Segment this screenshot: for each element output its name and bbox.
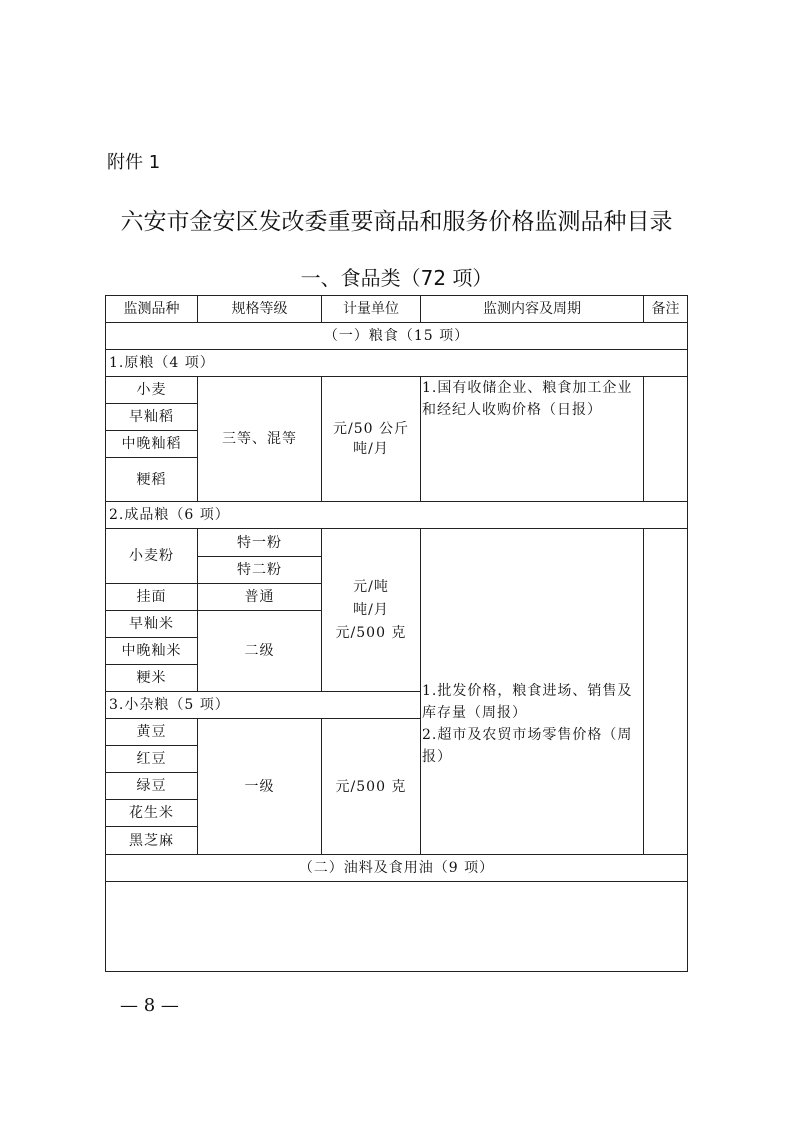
attachment-label: 附件 1 xyxy=(107,152,161,173)
page-number: — 8 — xyxy=(120,995,179,1016)
grade-rice: 二级 xyxy=(244,643,275,659)
unit-finished-grain xyxy=(322,529,420,691)
unit-raw-grain xyxy=(322,377,420,501)
unit-coarse-grain: 元/500 克 xyxy=(335,778,407,795)
group-grain: （一）粮食（15 项） xyxy=(323,328,470,344)
item-mid-late-indica-rice: 中晚籼稻 xyxy=(121,436,182,452)
item-early-indica-rice: 早籼稻 xyxy=(129,409,174,425)
section-heading: 一、食品类（72 项） xyxy=(300,266,493,290)
unit-line: 元/500 克 xyxy=(335,624,407,641)
header-remarks: 备注 xyxy=(651,301,680,317)
grade-special-2: 特二粉 xyxy=(237,562,282,578)
item-mung-bean: 绿豆 xyxy=(136,778,167,794)
subgroup-raw-grain: 1.原粮（4 项） xyxy=(109,355,215,371)
item-early-indica-milled: 早籼米 xyxy=(129,616,174,632)
content-line: 库存量（周报） xyxy=(422,705,527,721)
unit-line: 吨/月 xyxy=(353,601,389,618)
content-line: 1.批发价格，粮食进场、销售及 xyxy=(422,683,633,699)
subgroup-finished-grain: 2.成品粮（6 项） xyxy=(109,507,230,523)
item-wheat: 小麦 xyxy=(136,382,167,398)
item-mid-late-indica-milled: 中晚籼米 xyxy=(121,643,182,659)
item-peanut: 花生米 xyxy=(129,805,174,821)
header-content: 监测内容及周期 xyxy=(483,301,581,317)
group-oil: （二）油料及食用油（9 项） xyxy=(298,860,495,876)
unit-line: 吨/月 xyxy=(353,441,389,457)
content-line: 报） xyxy=(422,749,452,765)
grade-raw-grain: 三等、混等 xyxy=(222,431,297,447)
item-soybean: 黄豆 xyxy=(136,724,167,740)
unit-line: 元/吨 xyxy=(353,578,389,595)
item-noodles: 挂面 xyxy=(136,589,167,605)
grade-normal: 普通 xyxy=(244,589,275,605)
grade-coarse-grain: 一级 xyxy=(244,778,275,795)
item-japonica-milled: 粳米 xyxy=(136,670,167,686)
item-red-bean: 红豆 xyxy=(136,751,167,767)
header-variety: 监测品种 xyxy=(123,301,180,317)
content-raw-grain: 1.国有收储企业、粮食加工企业和经纪人收购价格（日报） xyxy=(422,380,633,418)
header-unit: 计量单位 xyxy=(343,301,399,317)
item-black-sesame: 黑芝麻 xyxy=(129,832,174,849)
document-title: 六安市金安区发改委重要商品和服务价格监测品种目录 xyxy=(120,209,673,235)
content-shared xyxy=(422,680,644,768)
content-line: 2.超市及农贸市场零售价格（周 xyxy=(422,727,633,743)
item-japonica-rice: 粳稻 xyxy=(136,471,167,488)
subgroup-coarse-grain: 3.小杂粮（5 项） xyxy=(109,697,230,713)
header-grade: 规格等级 xyxy=(231,301,288,317)
item-wheat-flour: 小麦粉 xyxy=(129,548,174,564)
grade-special-1: 特一粉 xyxy=(237,534,282,551)
unit-line: 元/50 公斤 xyxy=(333,421,409,437)
